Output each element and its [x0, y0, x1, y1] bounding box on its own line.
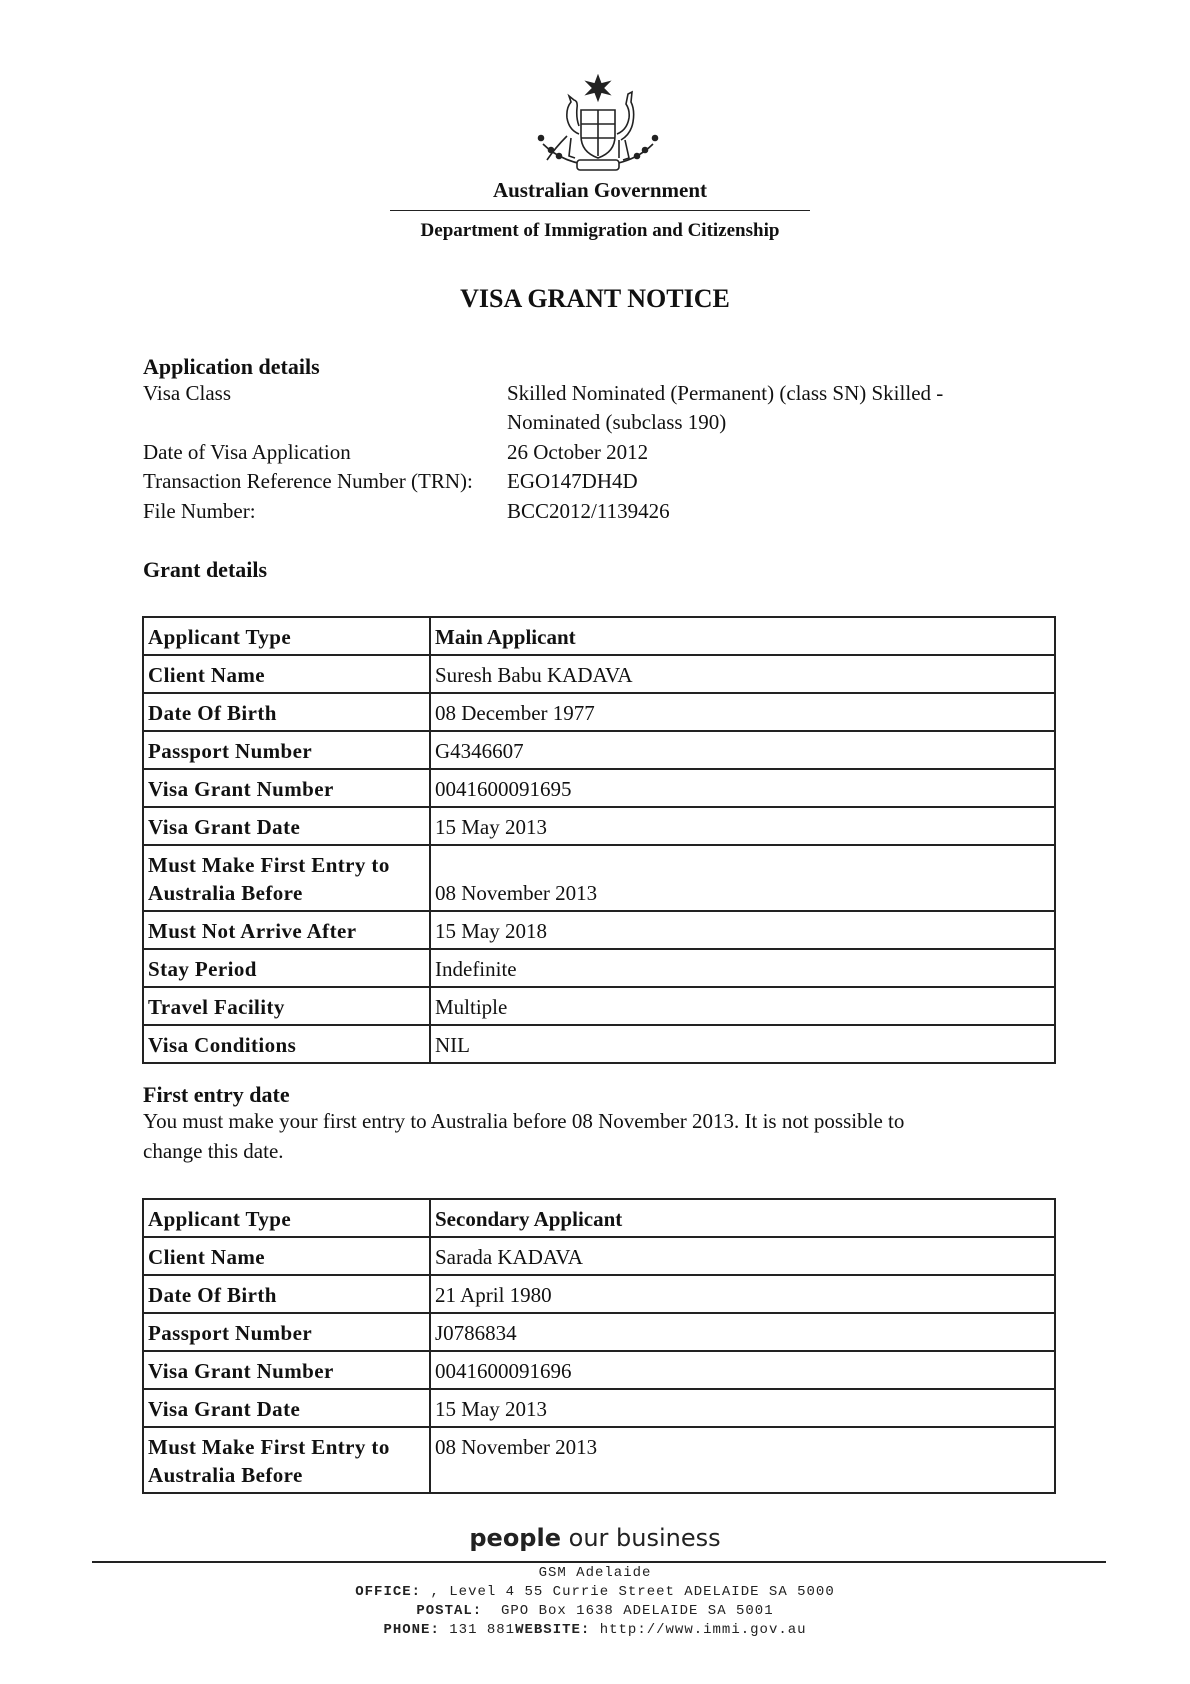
client-name-label: Client Name — [143, 1237, 430, 1275]
table-row — [143, 655, 1055, 693]
first-entry-label-line2: Australia Before — [148, 1463, 303, 1487]
visa-class-label: Visa Class — [143, 381, 231, 405]
brand-slogan-rest: our business — [561, 1524, 721, 1552]
first-entry-heading: First entry date — [143, 1082, 290, 1107]
first-entry-label — [143, 845, 430, 911]
application-details-heading: Application details — [143, 354, 320, 379]
date-of-birth-value: 08 December 1977 — [430, 693, 1055, 731]
visa-grant-date-label: Visa Grant Date — [143, 807, 430, 845]
postal-address-label: POSTAL: — [416, 1603, 483, 1619]
visa-grant-date-value: 15 May 2013 — [430, 1389, 1055, 1427]
visa-grant-number-value: 0041600091695 — [430, 769, 1055, 807]
trn-value: EGO147DH4D — [507, 469, 638, 493]
table-row — [143, 1275, 1055, 1313]
first-entry-text-line2: change this date. — [143, 1139, 284, 1163]
must-not-arrive-after-label: Must Not Arrive After — [143, 911, 430, 949]
first-entry-text — [143, 1106, 1043, 1166]
table-row — [143, 1025, 1055, 1063]
stay-period-value: Indefinite — [430, 949, 1055, 987]
first-entry-label — [143, 1427, 430, 1493]
travel-facility-value: Multiple — [430, 987, 1055, 1025]
table-row — [143, 987, 1055, 1025]
date-of-birth-label: Date Of Birth — [143, 1275, 430, 1313]
postal-address — [0, 1603, 1190, 1619]
secondary-applicant-table — [142, 1198, 1056, 1494]
brand-slogan-bold: people — [469, 1524, 561, 1552]
passport-number-value: J0786834 — [430, 1313, 1055, 1351]
visa-class-value — [507, 379, 943, 437]
phone-value: 131 881 — [439, 1622, 516, 1638]
main-applicant-table — [142, 616, 1056, 1064]
visa-grant-date-label: Visa Grant Date — [143, 1389, 430, 1427]
passport-number-value: G4346607 — [430, 731, 1055, 769]
government-title: Australian Government — [492, 178, 708, 202]
table-row — [143, 1237, 1055, 1275]
department-title: Department of Immigration and Citizenship — [420, 220, 780, 241]
table-row — [143, 617, 1055, 655]
table-row — [143, 1313, 1055, 1351]
visa-grant-date-value: 15 May 2013 — [430, 807, 1055, 845]
file-number-value: BCC2012/1139426 — [507, 499, 670, 523]
header-divider — [390, 210, 810, 211]
table-row — [143, 911, 1055, 949]
first-entry-label-line2: Australia Before — [148, 881, 303, 905]
office-address-label: OFFICE: — [355, 1584, 422, 1600]
applicant-type-value: Main Applicant — [430, 617, 1055, 655]
page-title: VISA GRANT NOTICE — [460, 284, 730, 313]
visa-conditions-label: Visa Conditions — [143, 1025, 430, 1063]
office-name: GSM Adelaide — [538, 1565, 652, 1581]
passport-number-label: Passport Number — [143, 731, 430, 769]
application-date-label: Date of Visa Application — [143, 440, 351, 464]
travel-facility-label: Travel Facility — [143, 987, 430, 1025]
grant-details-heading: Grant details — [143, 557, 268, 582]
table-row — [143, 807, 1055, 845]
table-row — [143, 1351, 1055, 1389]
first-entry-value: 08 November 2013 — [430, 1427, 1055, 1493]
visa-class-value-line2: Nominated (subclass 190) — [507, 410, 727, 434]
footer-divider — [92, 1561, 1106, 1563]
website-label: WEBSITE: — [515, 1622, 591, 1638]
website-link[interactable]: http://www.immi.gov.au — [590, 1622, 807, 1638]
visa-class-value-line1: Skilled Nominated (Permanent) (class SN) Skilled - — [507, 381, 944, 405]
client-name-value: Suresh Babu KADAVA — [430, 655, 1055, 693]
passport-number-label: Passport Number — [143, 1313, 430, 1351]
table-row — [143, 845, 1055, 911]
office-address — [0, 1584, 1190, 1600]
visa-grant-number-label: Visa Grant Number — [143, 769, 430, 807]
stay-period-label: Stay Period — [143, 949, 430, 987]
phone-label: PHONE: — [383, 1622, 440, 1638]
must-not-arrive-after-value: 15 May 2018 — [430, 911, 1055, 949]
first-entry-label-line1: Must Make First Entry to — [148, 1435, 390, 1459]
date-of-birth-label: Date Of Birth — [143, 693, 430, 731]
table-row — [143, 769, 1055, 807]
applicant-type-value: Secondary Applicant — [430, 1199, 1055, 1237]
postal-address-value: GPO Box 1638 ADELAIDE SA 5001 — [482, 1603, 774, 1619]
applicant-type-label: Applicant Type — [143, 1199, 430, 1237]
contact-line — [0, 1622, 1190, 1638]
date-of-birth-value: 21 April 1980 — [430, 1275, 1055, 1313]
table-row — [143, 1427, 1055, 1493]
applicant-type-label: Applicant Type — [143, 617, 430, 655]
application-date-value: 26 October 2012 — [507, 440, 649, 464]
visa-conditions-value: NIL — [430, 1025, 1055, 1063]
visa-grant-number-value: 0041600091696 — [430, 1351, 1055, 1389]
brand-slogan — [0, 1524, 1190, 1552]
table-row — [143, 1199, 1055, 1237]
client-name-label: Client Name — [143, 655, 430, 693]
first-entry-text-line1: You must make your first entry to Australia before 08 November 2013. It is not possible to — [143, 1109, 905, 1133]
table-row — [143, 693, 1055, 731]
first-entry-value: 08 November 2013 — [430, 845, 1055, 911]
file-number-label: File Number: — [143, 499, 256, 523]
coat-of-arms-icon — [533, 74, 663, 174]
office-address-value: , Level 4 55 Currie Street ADELAIDE SA 5000 — [421, 1584, 835, 1600]
visa-grant-number-label: Visa Grant Number — [143, 1351, 430, 1389]
trn-label: Transaction Reference Number (TRN): — [143, 469, 473, 493]
table-row — [143, 1389, 1055, 1427]
table-row — [143, 731, 1055, 769]
first-entry-label-line1: Must Make First Entry to — [148, 853, 390, 877]
table-row — [143, 949, 1055, 987]
client-name-value: Sarada KADAVA — [430, 1237, 1055, 1275]
